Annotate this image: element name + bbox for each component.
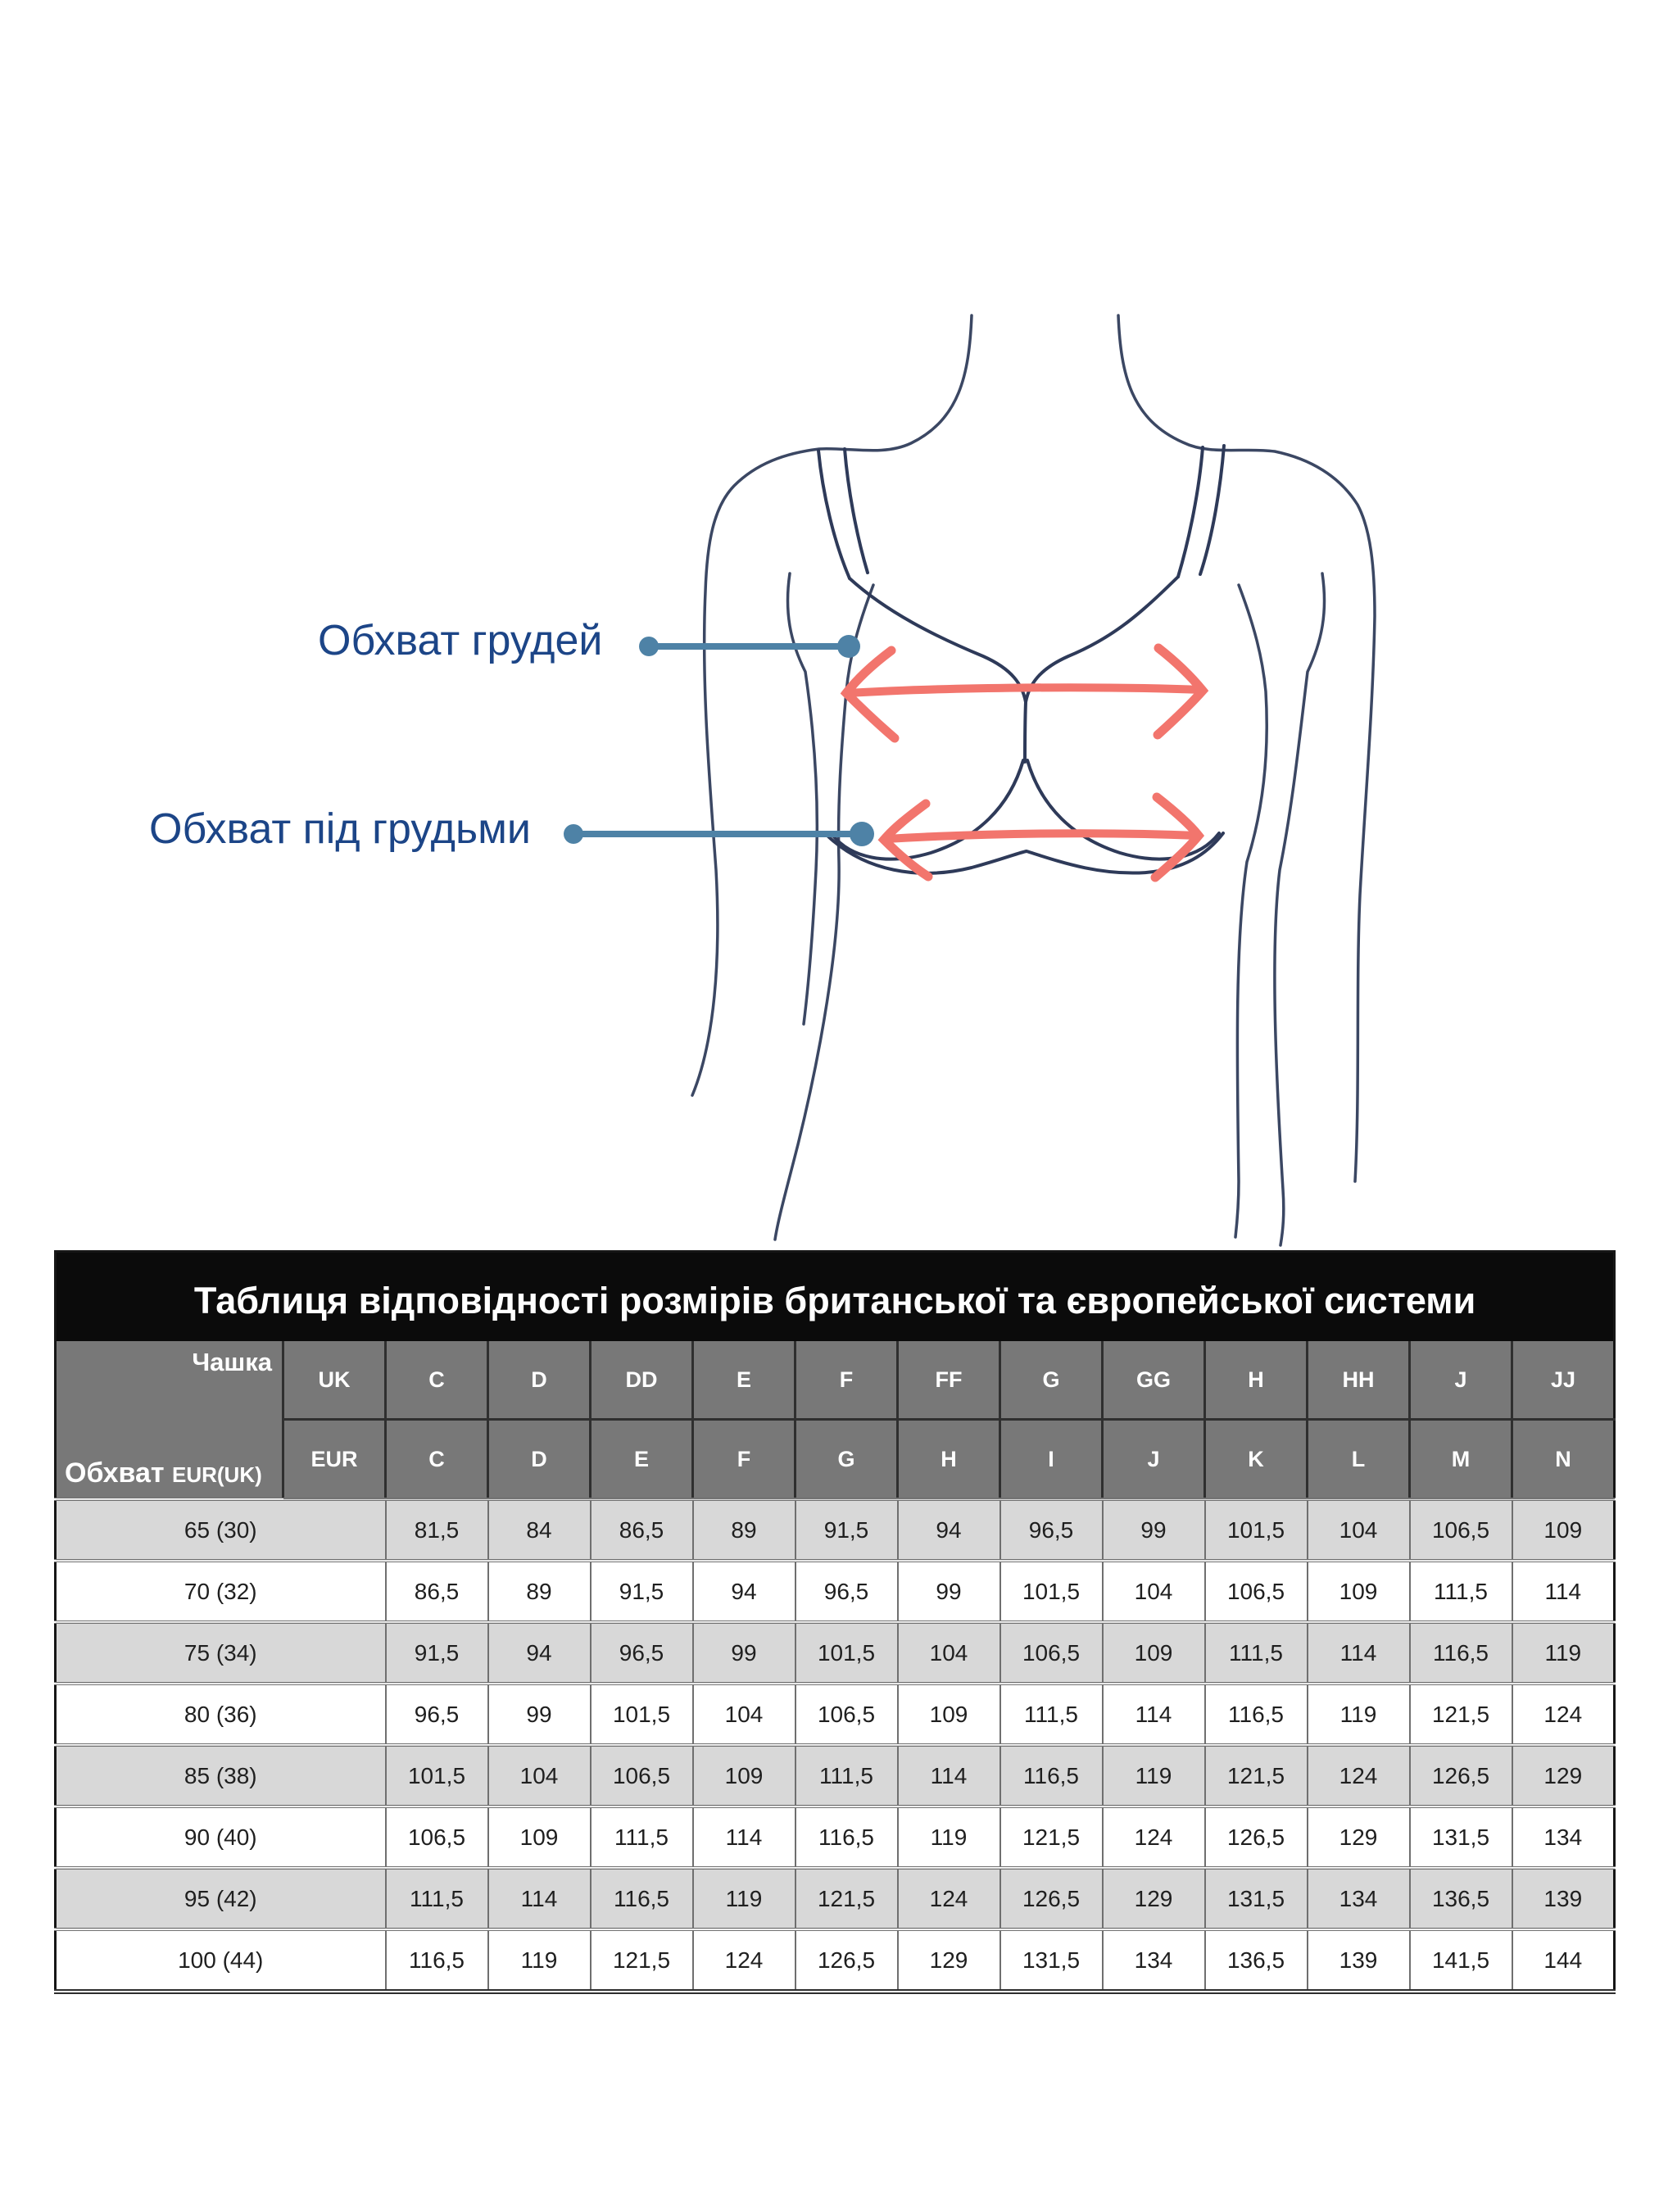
measurement-value-cell: 91,5 bbox=[386, 1622, 488, 1684]
measurement-value-cell: 106,5 bbox=[386, 1806, 488, 1868]
measurement-value-cell: 119 bbox=[488, 1929, 591, 1992]
table-row bbox=[56, 1868, 1615, 1929]
measurement-value-cell: 109 bbox=[488, 1806, 591, 1868]
measurement-value-cell: 101,5 bbox=[591, 1684, 693, 1745]
measurement-value-cell: 96,5 bbox=[591, 1622, 693, 1684]
measurement-value-cell: 126,5 bbox=[796, 1929, 898, 1992]
eur-cup-header: K bbox=[1205, 1420, 1308, 1500]
measurement-value-cell: 121,5 bbox=[1205, 1745, 1308, 1806]
measurement-value-cell: 131,5 bbox=[1410, 1806, 1512, 1868]
underbust-arrow-shaft bbox=[886, 833, 1198, 839]
measurement-value-cell: 126,5 bbox=[1410, 1745, 1512, 1806]
measurement-value-cell: 114 bbox=[693, 1806, 796, 1868]
measurement-value-cell: 129 bbox=[1308, 1806, 1410, 1868]
measurement-value-cell: 121,5 bbox=[591, 1929, 693, 1992]
measurement-value-cell: 124 bbox=[1103, 1806, 1205, 1868]
measurement-value-cell: 124 bbox=[693, 1929, 796, 1992]
measurement-value-cell: 114 bbox=[1512, 1561, 1615, 1622]
cup-axis-label: Чашка bbox=[192, 1348, 272, 1376]
table-title-row bbox=[56, 1252, 1615, 1342]
uk-cup-header: E bbox=[693, 1341, 796, 1420]
measurement-value-cell: 114 bbox=[1308, 1622, 1410, 1684]
uk-cup-header: D bbox=[488, 1341, 591, 1420]
measurement-value-cell: 139 bbox=[1308, 1929, 1410, 1992]
uk-cup-header: FF bbox=[898, 1341, 1000, 1420]
measurement-value-cell: 126,5 bbox=[1205, 1806, 1308, 1868]
table-row bbox=[56, 1745, 1615, 1806]
band-size-label: 90 (40) bbox=[56, 1806, 386, 1868]
underbust-arrow-icon bbox=[884, 797, 1199, 877]
measurement-value-cell: 89 bbox=[693, 1499, 796, 1561]
measurement-value-cell: 99 bbox=[693, 1622, 796, 1684]
measurement-value-cell: 86,5 bbox=[386, 1561, 488, 1622]
eur-cup-header-row bbox=[56, 1420, 1615, 1500]
measurement-value-cell: 124 bbox=[1512, 1684, 1615, 1745]
measurement-value-cell: 109 bbox=[898, 1684, 1000, 1745]
right-inner-arm-line bbox=[1275, 573, 1325, 1245]
measurement-value-cell: 106,5 bbox=[1410, 1499, 1512, 1561]
band-size-label: 100 (44) bbox=[56, 1929, 386, 1992]
eur-cup-header: H bbox=[898, 1420, 1000, 1500]
measurement-value-cell: 94 bbox=[488, 1622, 591, 1684]
uk-system-label: UK bbox=[283, 1341, 386, 1420]
table-row bbox=[56, 1622, 1615, 1684]
measurement-value-cell: 116,5 bbox=[796, 1806, 898, 1868]
bust-pointer-line bbox=[639, 635, 860, 658]
measurement-value-cell: 96,5 bbox=[796, 1561, 898, 1622]
measurement-value-cell: 139 bbox=[1512, 1868, 1615, 1929]
measurement-value-cell: 106,5 bbox=[1000, 1622, 1103, 1684]
corner-cell bbox=[56, 1341, 283, 1499]
measurement-value-cell: 106,5 bbox=[591, 1745, 693, 1806]
measurement-value-cell: 136,5 bbox=[1205, 1929, 1308, 1992]
measurement-value-cell: 111,5 bbox=[1410, 1561, 1512, 1622]
table-row bbox=[56, 1561, 1615, 1622]
measurement-value-cell: 144 bbox=[1512, 1929, 1615, 1992]
measurement-value-cell: 101,5 bbox=[386, 1745, 488, 1806]
measurement-value-cell: 104 bbox=[1308, 1499, 1410, 1561]
measurement-value-cell: 86,5 bbox=[591, 1499, 693, 1561]
girth-word: Обхват bbox=[65, 1457, 172, 1489]
measurement-value-cell: 119 bbox=[1103, 1745, 1205, 1806]
measurement-value-cell: 109 bbox=[1103, 1622, 1205, 1684]
left-strap-line bbox=[845, 449, 868, 573]
measurement-value-cell: 111,5 bbox=[386, 1868, 488, 1929]
pointer-dot bbox=[837, 635, 860, 658]
eur-cup-header: G bbox=[796, 1420, 898, 1500]
measurement-value-cell: 114 bbox=[1103, 1684, 1205, 1745]
measurement-value-cell: 111,5 bbox=[796, 1745, 898, 1806]
measurement-value-cell: 121,5 bbox=[796, 1868, 898, 1929]
girth-units: EUR(UK) bbox=[171, 1462, 262, 1487]
underbust-pointer-line bbox=[564, 822, 874, 846]
eur-cup-header: D bbox=[488, 1420, 591, 1500]
eur-cup-header: L bbox=[1308, 1420, 1410, 1500]
measurement-value-cell: 116,5 bbox=[1000, 1745, 1103, 1806]
eur-cup-header: F bbox=[693, 1420, 796, 1500]
eur-system-label: EUR bbox=[283, 1420, 386, 1500]
measurement-value-cell: 116,5 bbox=[1205, 1684, 1308, 1745]
measurement-value-cell: 94 bbox=[898, 1499, 1000, 1561]
measurement-value-cell: 109 bbox=[693, 1745, 796, 1806]
measurement-value-cell: 101,5 bbox=[1000, 1561, 1103, 1622]
left-strap-line bbox=[818, 451, 850, 578]
left-neck-shoulder-arm-line bbox=[692, 315, 972, 1095]
measurement-value-cell: 114 bbox=[488, 1868, 591, 1929]
uk-cup-header: HH bbox=[1308, 1341, 1410, 1420]
measurement-value-cell: 84 bbox=[488, 1499, 591, 1561]
measurement-value-cell: 104 bbox=[1103, 1561, 1205, 1622]
eur-cup-header: I bbox=[1000, 1420, 1103, 1500]
measurement-value-cell: 116,5 bbox=[386, 1929, 488, 1992]
size-table bbox=[54, 1250, 1616, 1994]
measurement-value-cell: 111,5 bbox=[1205, 1622, 1308, 1684]
measurement-value-cell: 134 bbox=[1308, 1868, 1410, 1929]
right-neck-shoulder-arm-line bbox=[1118, 315, 1375, 1181]
girth-axis-label bbox=[65, 1457, 262, 1489]
bust-arrow-shaft bbox=[849, 687, 1201, 693]
measurement-value-cell: 131,5 bbox=[1000, 1929, 1103, 1992]
measurement-value-cell: 131,5 bbox=[1205, 1868, 1308, 1929]
measurement-value-cell: 91,5 bbox=[591, 1561, 693, 1622]
eur-cup-header: C bbox=[386, 1420, 488, 1500]
uk-cup-header: F bbox=[796, 1341, 898, 1420]
measurement-value-cell: 119 bbox=[693, 1868, 796, 1929]
measurement-value-cell: 116,5 bbox=[1410, 1622, 1512, 1684]
right-torso-side-line bbox=[1235, 585, 1267, 1237]
bust-label: Обхват грудей bbox=[318, 617, 603, 664]
uk-cup-header-row bbox=[56, 1341, 1615, 1420]
band-size-label: 95 (42) bbox=[56, 1868, 386, 1929]
uk-cup-header: J bbox=[1410, 1341, 1512, 1420]
table-row bbox=[56, 1806, 1615, 1868]
pointer-dot bbox=[850, 822, 874, 846]
underbust-label: Обхват під грудьми bbox=[149, 805, 531, 853]
uk-cup-header: GG bbox=[1103, 1341, 1205, 1420]
right-strap-line bbox=[1200, 446, 1224, 574]
uk-cup-header: DD bbox=[591, 1341, 693, 1420]
measurement-value-cell: 141,5 bbox=[1410, 1929, 1512, 1992]
measurement-value-cell: 104 bbox=[898, 1622, 1000, 1684]
measurement-value-cell: 134 bbox=[1512, 1806, 1615, 1868]
measurement-value-cell: 101,5 bbox=[796, 1622, 898, 1684]
measurement-value-cell: 119 bbox=[1512, 1622, 1615, 1684]
measurement-value-cell: 94 bbox=[693, 1561, 796, 1622]
measurement-value-cell: 121,5 bbox=[1000, 1806, 1103, 1868]
measurement-value-cell: 106,5 bbox=[796, 1684, 898, 1745]
measurement-value-cell: 101,5 bbox=[1205, 1499, 1308, 1561]
uk-cup-header: C bbox=[386, 1341, 488, 1420]
measurement-value-cell: 114 bbox=[898, 1745, 1000, 1806]
measurement-value-cell: 119 bbox=[1308, 1684, 1410, 1745]
measurement-value-cell: 129 bbox=[1512, 1745, 1615, 1806]
pointer-dot bbox=[564, 824, 583, 844]
band-size-label: 70 (32) bbox=[56, 1561, 386, 1622]
pointer-dot bbox=[639, 637, 659, 656]
measurement-value-cell: 81,5 bbox=[386, 1499, 488, 1561]
measurement-value-cell: 124 bbox=[1308, 1745, 1410, 1806]
measurement-value-cell: 116,5 bbox=[591, 1868, 693, 1929]
eur-cup-header: M bbox=[1410, 1420, 1512, 1500]
uk-cup-header: G bbox=[1000, 1341, 1103, 1420]
measurement-value-cell: 96,5 bbox=[1000, 1499, 1103, 1561]
measurement-value-cell: 126,5 bbox=[1000, 1868, 1103, 1929]
table-row bbox=[56, 1929, 1615, 1992]
bra-neckline bbox=[850, 577, 1178, 702]
measurement-value-cell: 104 bbox=[693, 1684, 796, 1745]
measurement-value-cell: 119 bbox=[898, 1806, 1000, 1868]
measurement-value-cell: 99 bbox=[488, 1684, 591, 1745]
measurement-value-cell: 96,5 bbox=[386, 1684, 488, 1745]
measurement-value-cell: 129 bbox=[1103, 1868, 1205, 1929]
measurement-value-cell: 99 bbox=[898, 1561, 1000, 1622]
table-row bbox=[56, 1684, 1615, 1745]
cup-divider-line bbox=[1025, 702, 1026, 762]
measurement-value-cell: 89 bbox=[488, 1561, 591, 1622]
measurement-value-cell: 129 bbox=[898, 1929, 1000, 1992]
eur-cup-header: E bbox=[591, 1420, 693, 1500]
measurement-value-cell: 109 bbox=[1512, 1499, 1615, 1561]
measurement-value-cell: 136,5 bbox=[1410, 1868, 1512, 1929]
measurement-value-cell: 134 bbox=[1103, 1929, 1205, 1992]
left-inner-arm-line bbox=[787, 573, 817, 1024]
measurement-value-cell: 121,5 bbox=[1410, 1684, 1512, 1745]
measurement-value-cell: 99 bbox=[1103, 1499, 1205, 1561]
uk-cup-header: JJ bbox=[1512, 1341, 1615, 1420]
eur-cup-header: J bbox=[1103, 1420, 1205, 1500]
measurement-value-cell: 109 bbox=[1308, 1561, 1410, 1622]
right-strap-line bbox=[1178, 447, 1203, 577]
measurement-value-cell: 91,5 bbox=[796, 1499, 898, 1561]
measurement-value-cell: 104 bbox=[488, 1745, 591, 1806]
table-title: Таблиця відповідності розмірів британської та європейської системи bbox=[56, 1252, 1615, 1342]
measurement-value-cell: 111,5 bbox=[1000, 1684, 1103, 1745]
uk-cup-header: H bbox=[1205, 1341, 1308, 1420]
table-row bbox=[56, 1499, 1615, 1561]
band-size-label: 75 (34) bbox=[56, 1622, 386, 1684]
band-size-label: 65 (30) bbox=[56, 1499, 386, 1561]
band-size-label: 85 (38) bbox=[56, 1745, 386, 1806]
measurement-value-cell: 106,5 bbox=[1205, 1561, 1308, 1622]
eur-cup-header: N bbox=[1512, 1420, 1615, 1500]
measurement-value-cell: 124 bbox=[898, 1868, 1000, 1929]
measurement-value-cell: 111,5 bbox=[591, 1806, 693, 1868]
band-size-label: 80 (36) bbox=[56, 1684, 386, 1745]
